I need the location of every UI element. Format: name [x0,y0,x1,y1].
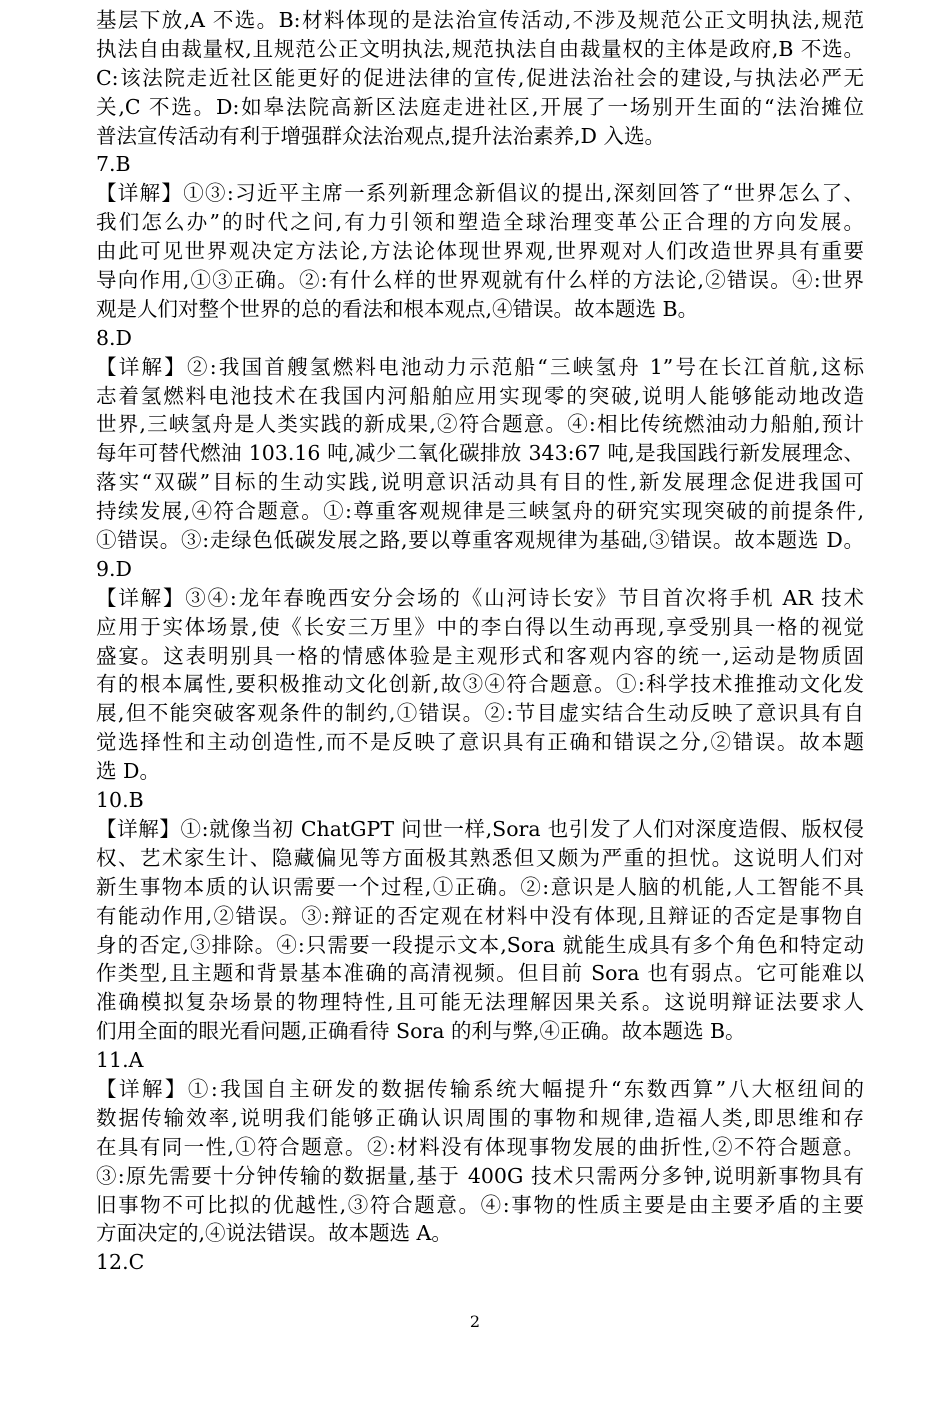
answer-heading: 9.D [96,556,132,581]
page-number: 2 [469,1312,481,1331]
text-line: 【详解】①:我国自主研发的数据传输系统大幅提升“东数西算”八大枢纽间的 [96,1076,864,1101]
text-line: 应用于实体场景,使《长安三万里》中的李白得以生动再现,享受别具一格的视觉 [96,614,864,639]
text-line: 作类型,且主题和背景基本准确的高清视频。但目前 Sora 也有弱点。它可能难以 [96,961,864,986]
answer-heading: 8.D [96,325,132,350]
text-line: 觉选择性和主动创造性,而不是反映了意识具有正确和错误之分,②错误。故本题 [96,730,864,755]
text-line: 在具有同一性,①符合题意。②:材料没有体现事物发展的曲折性,②不符合题意。 [96,1134,864,1159]
text-line: 我们怎么办”的时代之问,有力引领和塑造全球治理变革公正合理的方向发展。 [96,210,864,235]
answer-heading: 12.C [96,1250,145,1275]
text-line: 导向作用,①③正确。②:有什么样的世界观就有什么样的方法论,②错误。④:世界 [96,268,864,293]
text-line: 每年可替代燃油 103.16 吨,减少二氧化碳排放 343:67 吨,是我国践行新发展理念、 [96,441,864,466]
text-line: 关,C 不选。D:如皋法院高新区法庭走进社区,开展了一场别开生面的“法治摊位 [96,94,864,119]
text-line: 方面决定的,④说法错误。故本题选 A。 [96,1221,452,1246]
text-line: 有的根本属性,要积极推动文化创新,故③④符合题意。①:科学技术推推动文化发 [96,672,864,697]
text-line: 志着氢燃料电池技术在我国内河船舶应用实现零的突破,说明人能够能动地改造 [96,383,864,408]
text-line: 选 D。 [96,759,160,784]
text-line: 【详解】①③:习近平主席一系列新理念新倡议的提出,深刻回答了“世界怎么了、 [96,181,864,206]
text-line: C:该法院走近社区能更好的促进法律的宣传,促进法治社会的建设,与执法必严无 [96,65,864,90]
text-line: ③:原先需要十分钟传输的数据量,基于 400G 技术只需两分多钟,说明新事物具有 [96,1163,864,1188]
text-line: 身的否定,③排除。④:只需要一段提示文本,Sora 就能生成具有多个角色和特定动 [96,932,864,957]
text-line: 世界,三峡氢舟是人类实践的新成果,②符合题意。④:相比传统燃油动力船舶,预计 [96,412,864,437]
text-line: 数据传输效率,说明我们能够正确认识周围的事物和规律,造福人类,即思维和存 [96,1105,864,1130]
text-line: 有能动作用,②错误。③:辩证的否定观在材料中没有体现,且辩证的否定是事物自 [96,903,864,928]
text-line: ①错误。③:走绿色低碳发展之路,要以尊重客观规律为基础,③错误。故本题选 D。 [96,528,864,553]
answer-heading: 7.B [96,152,131,177]
text-line: 准确模拟复杂场景的物理特性,且可能无法理解因果关系。这说明辩证法要求人 [96,990,864,1015]
text-line: 落实“双碳”目标的生动实践,说明意识活动具有目的性,新发展理念促进我国可 [96,470,864,495]
text-line: 【详解】③④:龙年春晚西安分会场的《山河诗长安》节目首次将手机 AR 技术 [96,585,864,610]
text-line: 新生事物本质的认识需要一个过程,①正确。②:意识是人脑的机能,人工智能不具 [96,874,864,899]
text-line: 观是人们对整个世界的总的看法和根本观点,④错误。故本题选 B。 [96,296,699,321]
text-line: 展,但不能突破客观条件的制约,①错误。②:节目虚实结合生动反映了意识具有自 [96,701,864,726]
text-line: 们用全面的眼光看问题,正确看待 Sora 的利与弊,④正确。故本题选 B。 [96,1019,746,1044]
text-line: 基层下放,A 不选。B:材料体现的是法治宣传活动,不涉及规范公正文明执法,规范 [96,8,864,32]
document-page [96,6,864,1277]
text-line: 持续发展,④符合题意。①:尊重客观规律是三峡氢舟的研究实现突破的前提条件, [96,499,864,524]
text-line: 执法自由裁量权,且规范公正文明执法,规范执法自由裁量权的主体是政府,B 不选。 [96,36,864,61]
text-line: 【详解】②:我国首艘氢燃料电池动力示范船“三峡氢舟 1”号在长江首航,这标 [96,354,864,379]
answer-heading: 10.B [96,788,144,813]
answer-heading: 11.A [96,1048,144,1073]
text-line: 由此可见世界观决定方法论,方法论体现世界观,世界观对人们改造世界具有重要 [96,239,864,264]
text-line: 【详解】①:就像当初 ChatGPT 问世一样,Sora 也引发了人们对深度造假、版权侵 [96,816,864,841]
text-line: 盛宴。这表明别具一格的情感体验是主观形式和客观内容的统一,运动是物质固 [96,643,864,668]
text-line: 普法宣传活动有利于增强群众法治观点,提升法治素养,D 入选。 [96,123,665,148]
text-line: 旧事物不可比拟的优越性,③符合题意。④:事物的性质主要是由主要矛盾的主要 [96,1192,864,1217]
text-line: 权、艺术家生计、隐藏偏见等方面极其熟悉但又颇为严重的担忧。这说明人们对 [96,845,864,870]
